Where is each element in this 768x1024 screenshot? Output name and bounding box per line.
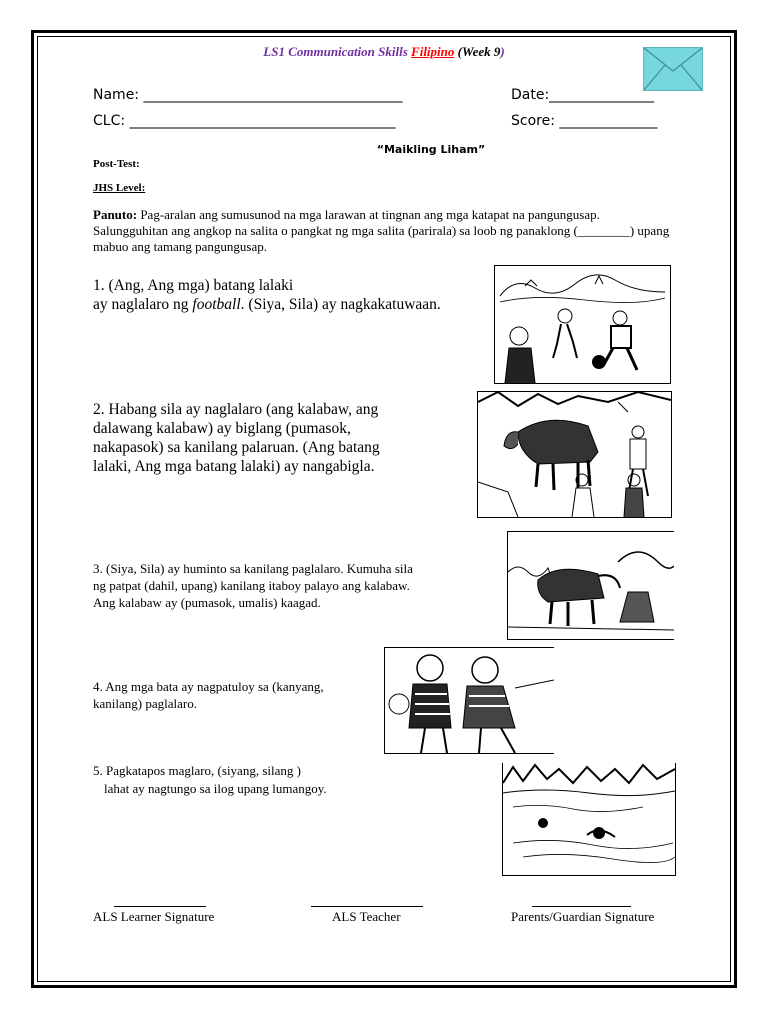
item-4-line-1: 4. Ang mga bata ay nagpatuloy sa (kanyang, — [93, 679, 324, 694]
score-field: Score: ______________ — [511, 113, 658, 129]
level-label: JHS Level: — [93, 182, 146, 194]
learner-signature-label: ALS Learner Signature — [93, 909, 215, 924]
carabao-field-illustration — [477, 391, 672, 518]
teacher-signature-label: ALS Teacher — [332, 909, 401, 924]
item-1-line-2: ay naglalaro ng football. (Siya, Sila) ay nagkakatuwaan. — [93, 296, 441, 313]
item-2-line-3: nakapasok) sa kanilang palaruan. (Ang batang — [93, 439, 380, 456]
boys-playing-illustration — [384, 647, 554, 754]
item-2-line-4: lalaki, Ang mga batang lalaki) ay nangabigla. — [93, 458, 375, 475]
envelope-icon — [643, 47, 703, 91]
parent-signature-label: Parents/Guardian Signature — [511, 909, 655, 924]
instructions-label: Panuto: — [93, 207, 138, 222]
instructions-text: Pag-aralan ang sumusunod na mga larawan at tingnan ang mga katapat na pangungusap. Salungguhitan ang angkop na salita o pangkat ng mga salita (parirala) sa loob ng panaklong (________) upang mabuo ang tamang pangungusap. — [93, 207, 670, 254]
river-swimming-illustration — [502, 763, 676, 876]
teacher-signature-line — [311, 906, 423, 907]
item-4-line-2: kanilang) paglalaro. — [93, 696, 197, 711]
football-illustration — [494, 265, 671, 384]
learner-signature-line — [114, 906, 206, 907]
parent-signature-line — [532, 906, 631, 907]
instructions — [93, 207, 673, 255]
item-5-line-1: 5. Pagkatapos maglaro, (siyang, silang ) — [93, 763, 301, 778]
item-1-line-1: 1. (Ang, Ang mga) batang lalaki — [93, 277, 294, 294]
date-field: Date:_______________ — [511, 87, 655, 103]
name-field: Name: _____________________________________ — [93, 87, 403, 103]
carabao-leaving-illustration — [507, 531, 674, 640]
worksheet-title: LS1 Communication Skills Filipino (Week 9) — [263, 44, 505, 59]
post-test-label: Post-Test: — [93, 158, 140, 170]
item-2-line-1: 2. Habang sila ay naglalaro (ang kalabaw, ang — [93, 401, 379, 418]
item-3-line-1: 3. (Siya, Sila) ay huminto sa kanilang paglalaro. Kumuha sila — [93, 561, 413, 576]
item-2-line-2: dalawang kalabaw) ay biglang (pumasok, — [93, 420, 351, 437]
item-3-line-3: Ang kalabaw ay (pumasok, umalis) kaagad. — [93, 595, 321, 610]
clc-field: CLC: ______________________________________ — [93, 113, 396, 129]
item-5-line-2: lahat ay nagtungo sa ilog upang lumangoy. — [104, 781, 327, 796]
letter-title: “Maikling Liham” — [376, 143, 486, 156]
item-3-line-2: ng patpat (dahil, upang) kanilang itaboy palayo ang kalabaw. — [93, 578, 410, 593]
